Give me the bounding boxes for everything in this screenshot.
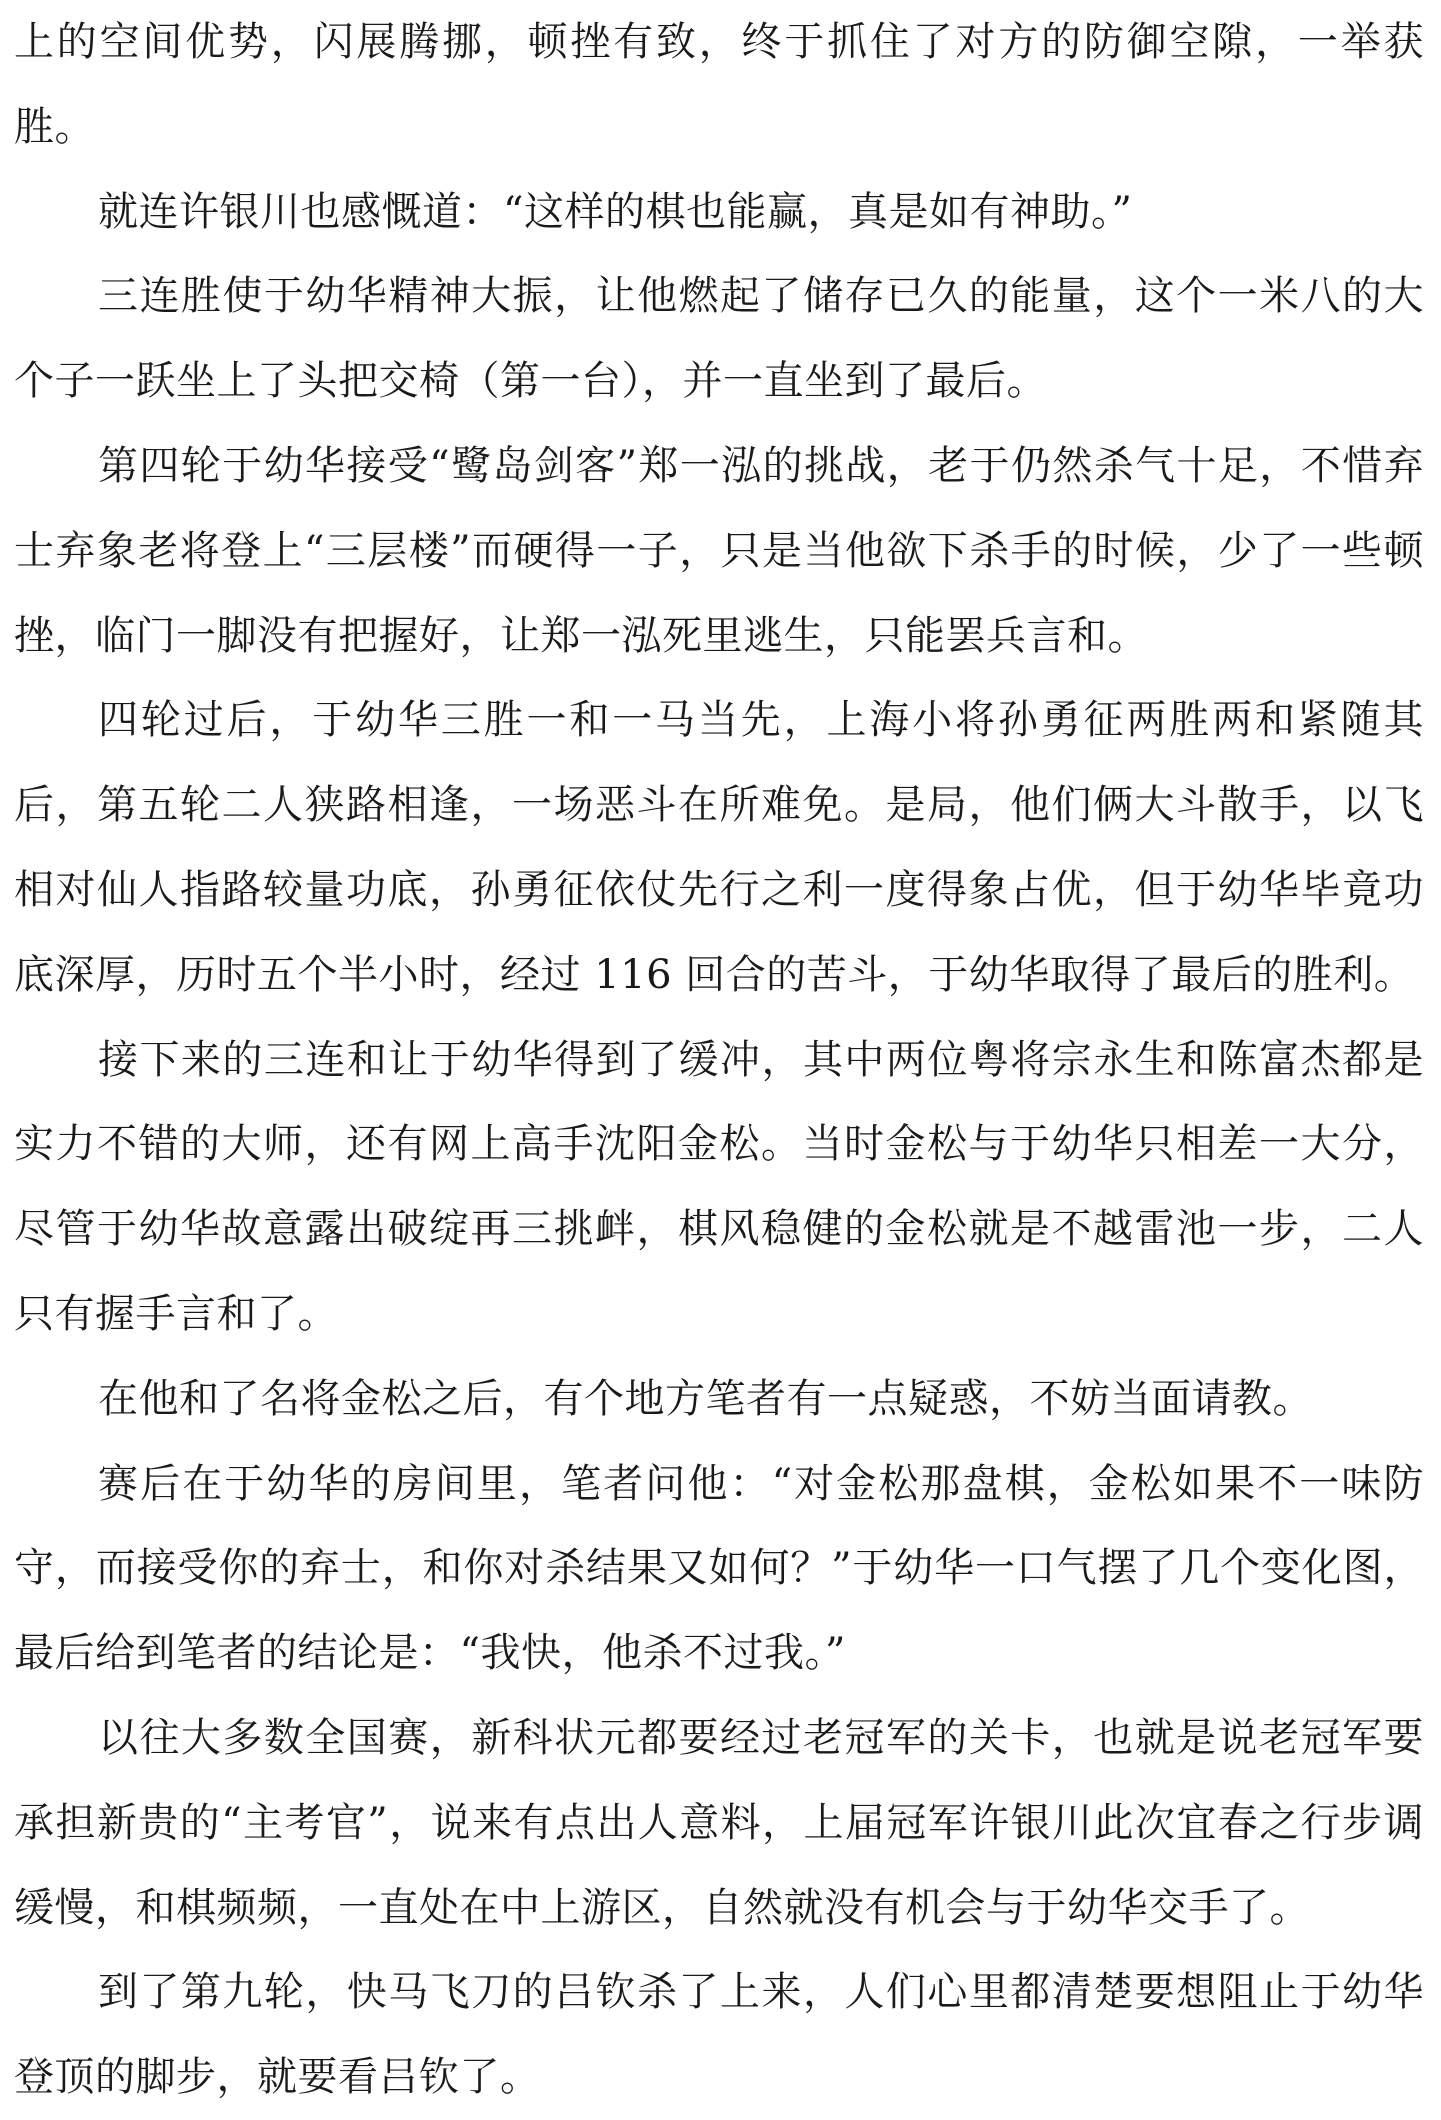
- paragraph: 四轮过后，于幼华三胜一和一马当先，上海小将孙勇征两胜两和紧随其后，第五轮二人狭路相逢，一场恶斗在所难免。是局，他们俩大斗散手，以飞相对仙人指路较量功底，孙勇征依仗先行之利一度得象占优，但于幼华毕竟功底深厚，历时五个半小时，经过 116 回合的苦斗，于幼华取得了最后的胜利。: [14, 697, 1424, 998]
- paragraph-continued: 上的空间优势，闪展腾挪，顿挫有致，终于抓住了对方的防御空隙，一举获胜。: [14, 19, 1424, 150]
- paragraph: 到了第九轮，快马飞刀的吕钦杀了上来，人们心里都清楚要想阻止于幼华登顶的脚步，就要看吕钦了。: [14, 1969, 1424, 2101]
- paragraph: 三连胜使于幼华精神大振，让他燃起了储存已久的能量，这个一米八的大个子一跃坐上了头把交椅（第一台），并一直坐到了最后。: [14, 273, 1424, 405]
- paragraph: 第四轮于幼华接受“鹭岛剑客”郑一泓的挑战，老于仍然杀气十足，不惜弃士弃象老将登上“三层楼”而硬得一子，只是当他欲下杀手的时候，少了一些顿挫，临门一脚没有把握好，让郑一泓死里逃生，只能罢兵言和。: [14, 442, 1424, 659]
- paragraph: 以往大多数全国赛，新科状元都要经过老冠军的关卡，也就是说老冠军要承担新贵的“主考官”，说来有点出人意料，上届冠军许银川此次宜春之行步调缓慢，和棋频频，一直处在中上游区，自然就没有机会与于幼华交手了。: [14, 1714, 1424, 1931]
- paragraph: 接下来的三连和让于幼华得到了缓冲，其中两位粤将宗永生和陈富杰都是实力不错的大师，还有网上高手沈阳金松。当时金松与于幼华只相差一大分，尽管于幼华故意露出破绽再三挑衅，棋风稳健的金松就是不越雷池一步，二人只有握手言和了。: [14, 1036, 1424, 1337]
- paragraph: 就连许银川也感慨道：“这样的棋也能赢，真是如有神助。”: [98, 188, 1133, 235]
- article-body: [14, 0, 1424, 2120]
- paragraph: 在他和了名将金松之后，有个地方笔者有一点疑惑，不妨当面请教。: [98, 1375, 1313, 1422]
- paragraph: 赛后在于幼华的房间里，笔者问他：“对金松那盘棋，金松如果不一味防守，而接受你的弃士，和你对杀结果又如何？”于幼华一口气摆了几个变化图，最后给到笔者的结论是：“我快，他杀不过我。”: [14, 1460, 1424, 1677]
